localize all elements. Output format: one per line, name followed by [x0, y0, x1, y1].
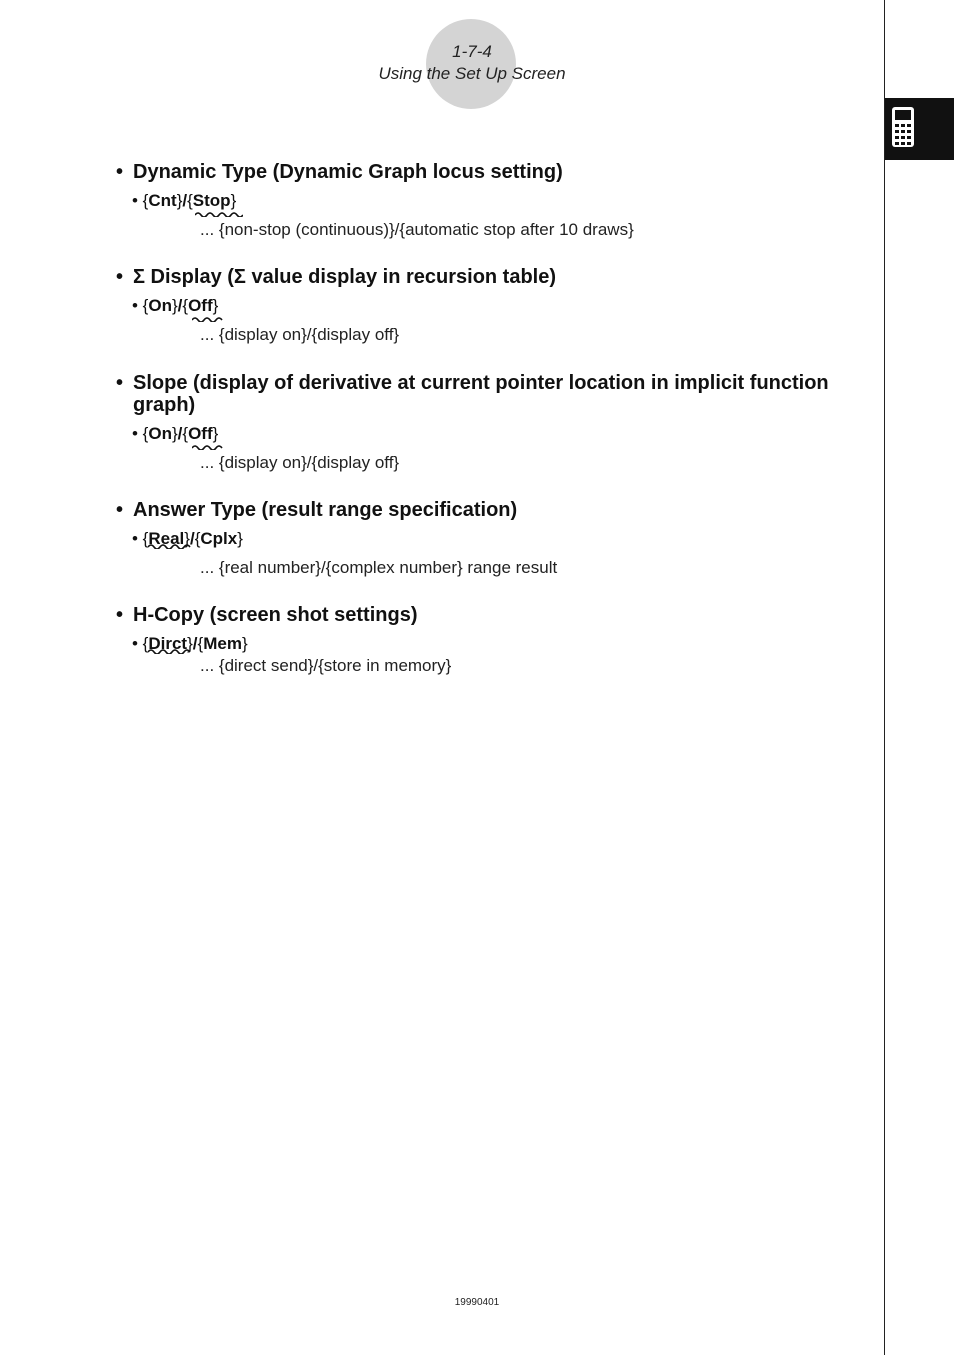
option-cnt: Cnt [148, 191, 177, 210]
section-heading: • Dynamic Type (Dynamic Graph locus setting) [116, 161, 563, 183]
setting-section-dynamic-type [116, 161, 856, 240]
page-title: Using the Set Up Screen [378, 64, 566, 83]
option-line: • {On}/{Off} [132, 424, 856, 444]
section-heading: • Σ Display (Σ value display in recursion table) [116, 266, 557, 288]
footer-code: 19990401 [454, 1297, 500, 1308]
default-marker-icon [192, 316, 224, 322]
default-marker-icon [148, 648, 194, 654]
page-number: 1-7-4 [452, 42, 492, 61]
calculator-icon [891, 106, 915, 148]
option-description: ... {display on}/{display off} [200, 325, 400, 344]
default-marker-icon [192, 444, 224, 450]
option-cplx: Cplx [200, 529, 238, 548]
option-description: ... {direct send}/{store in memory} [200, 656, 452, 675]
option-description: ... {display on}/{display off} [200, 453, 400, 472]
option-dirct: Dirct [148, 634, 188, 653]
setting-section-answer-type [116, 499, 856, 578]
option-stop: Stop [192, 191, 231, 210]
option-description: ... {real number}/{complex number} range result [200, 558, 558, 577]
option-line: • {Real}/{Cplx} [132, 529, 243, 548]
section-heading: • Answer Type (result range specification) [116, 499, 518, 521]
option-off: Off [188, 296, 213, 315]
option-line: • {Dirct}/{Mem} [132, 634, 248, 653]
option-off: Off [188, 424, 213, 443]
default-marker-icon [195, 211, 243, 217]
default-marker-icon [148, 543, 194, 549]
section-heading: • H-Copy (screen shot settings) [116, 604, 418, 626]
option-on: On [148, 296, 172, 315]
option-line: • {On}/{Off} [132, 296, 856, 316]
option-line: • {Cnt}/{Stop} [132, 191, 856, 211]
option-real: Real [148, 529, 185, 548]
option-description: ... {non-stop (continuous)}/{automatic stop after 10 draws} [200, 220, 634, 239]
right-margin-rule [884, 0, 885, 1355]
setting-section-slope [116, 372, 856, 473]
option-on: On [148, 424, 172, 443]
setting-section-sigma-display [116, 266, 856, 345]
section-heading: • Slope (display of derivative at current pointer location in implicit function graph) [116, 372, 829, 416]
chapter-tab [885, 98, 954, 160]
option-mem: Mem [203, 634, 242, 653]
setting-section-h-copy [116, 604, 856, 676]
